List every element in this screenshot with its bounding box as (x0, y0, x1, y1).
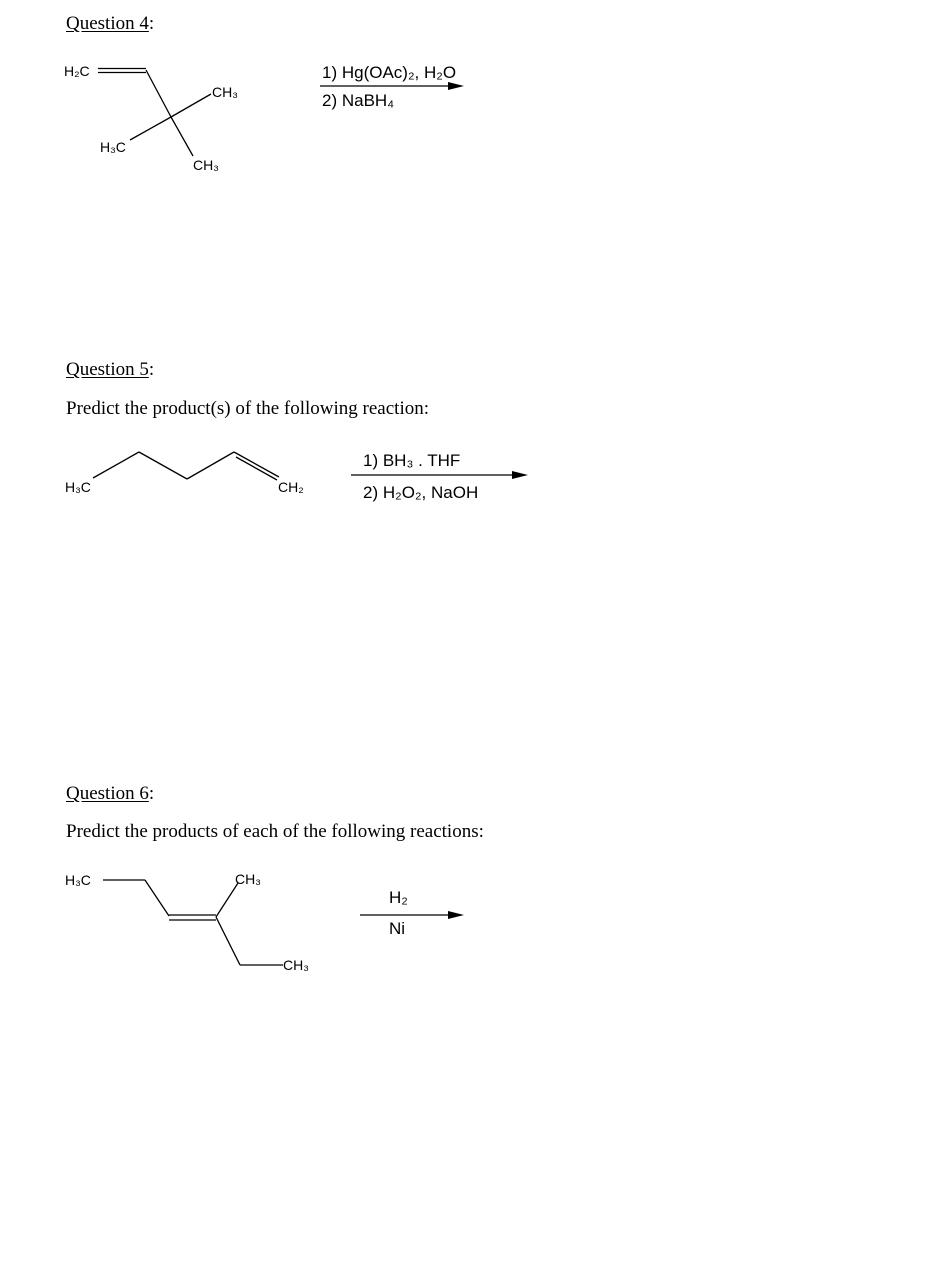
question-5-structure (0, 430, 941, 530)
q6-label-h3c: H₃C (65, 872, 91, 888)
q5-reagent-line-2: 2) H₂O₂, NaOH (363, 483, 479, 502)
question-4-title-text: Question 4 (66, 13, 149, 34)
question-5-title-colon: : (148, 359, 155, 380)
q5-label-h3c: H₃C (65, 479, 91, 495)
question-5-title-text: Question 5 (66, 359, 149, 380)
q6-reagent-line-1: H₂ (389, 888, 408, 907)
q6-bond-to-ch2-lower (216, 917, 240, 965)
q4-label-h2c: H₂C (64, 63, 90, 79)
q6-label-ch3-bottom: CH₃ (283, 957, 309, 973)
q4-label-ch3-upper: CH₃ (212, 84, 238, 100)
q5-double-bond-line-2 (236, 457, 277, 480)
q6-bond-ch2-to-alkene (145, 880, 169, 916)
q4-bond-c-to-ch3-lower (171, 117, 193, 156)
question-4-title-colon: : (148, 13, 155, 34)
q5-arrow-head (512, 471, 528, 479)
question-6-title-text: Question 6 (66, 783, 149, 804)
question-5-title (66, 359, 154, 381)
q6-reagent-line-2: Ni (389, 919, 406, 938)
q5-label-ch2: CH₂ (278, 479, 304, 495)
question-6-title-colon: : (148, 783, 155, 804)
question-5-prompt: Predict the product(s) of the following reaction: (66, 398, 430, 419)
q4-arrow-head (448, 82, 464, 90)
q5-bond-2 (139, 452, 187, 479)
q5-bond-1 (93, 452, 139, 478)
question-4-structure (0, 0, 941, 200)
question-6-prompt: Predict the products of each of the following reactions: (66, 821, 484, 842)
q6-label-ch3-top: CH₃ (235, 871, 261, 887)
question-6-title (66, 783, 154, 805)
q4-label-h3c: H₃C (100, 139, 126, 155)
q4-reagent-line-1: 1) Hg(OAc)₂, H₂O (322, 63, 457, 82)
q4-label-ch3-lower: CH₃ (193, 157, 219, 173)
q6-arrow-head (448, 911, 464, 919)
q4-bond-c-to-h3c (130, 117, 171, 140)
q4-bond-ch-to-c (146, 70, 171, 117)
q5-double-bond-line-1 (234, 452, 279, 477)
question-6-structure (0, 860, 941, 990)
q6-bond-to-ch3-top (216, 883, 238, 917)
q4-bond-c-to-ch3-upper (171, 94, 211, 117)
q5-bond-3 (187, 452, 234, 479)
q5-reagent-line-1: 1) BH₃ . THF (363, 451, 461, 470)
q4-reagent-line-2: 2) NaBH₄ (322, 91, 395, 110)
